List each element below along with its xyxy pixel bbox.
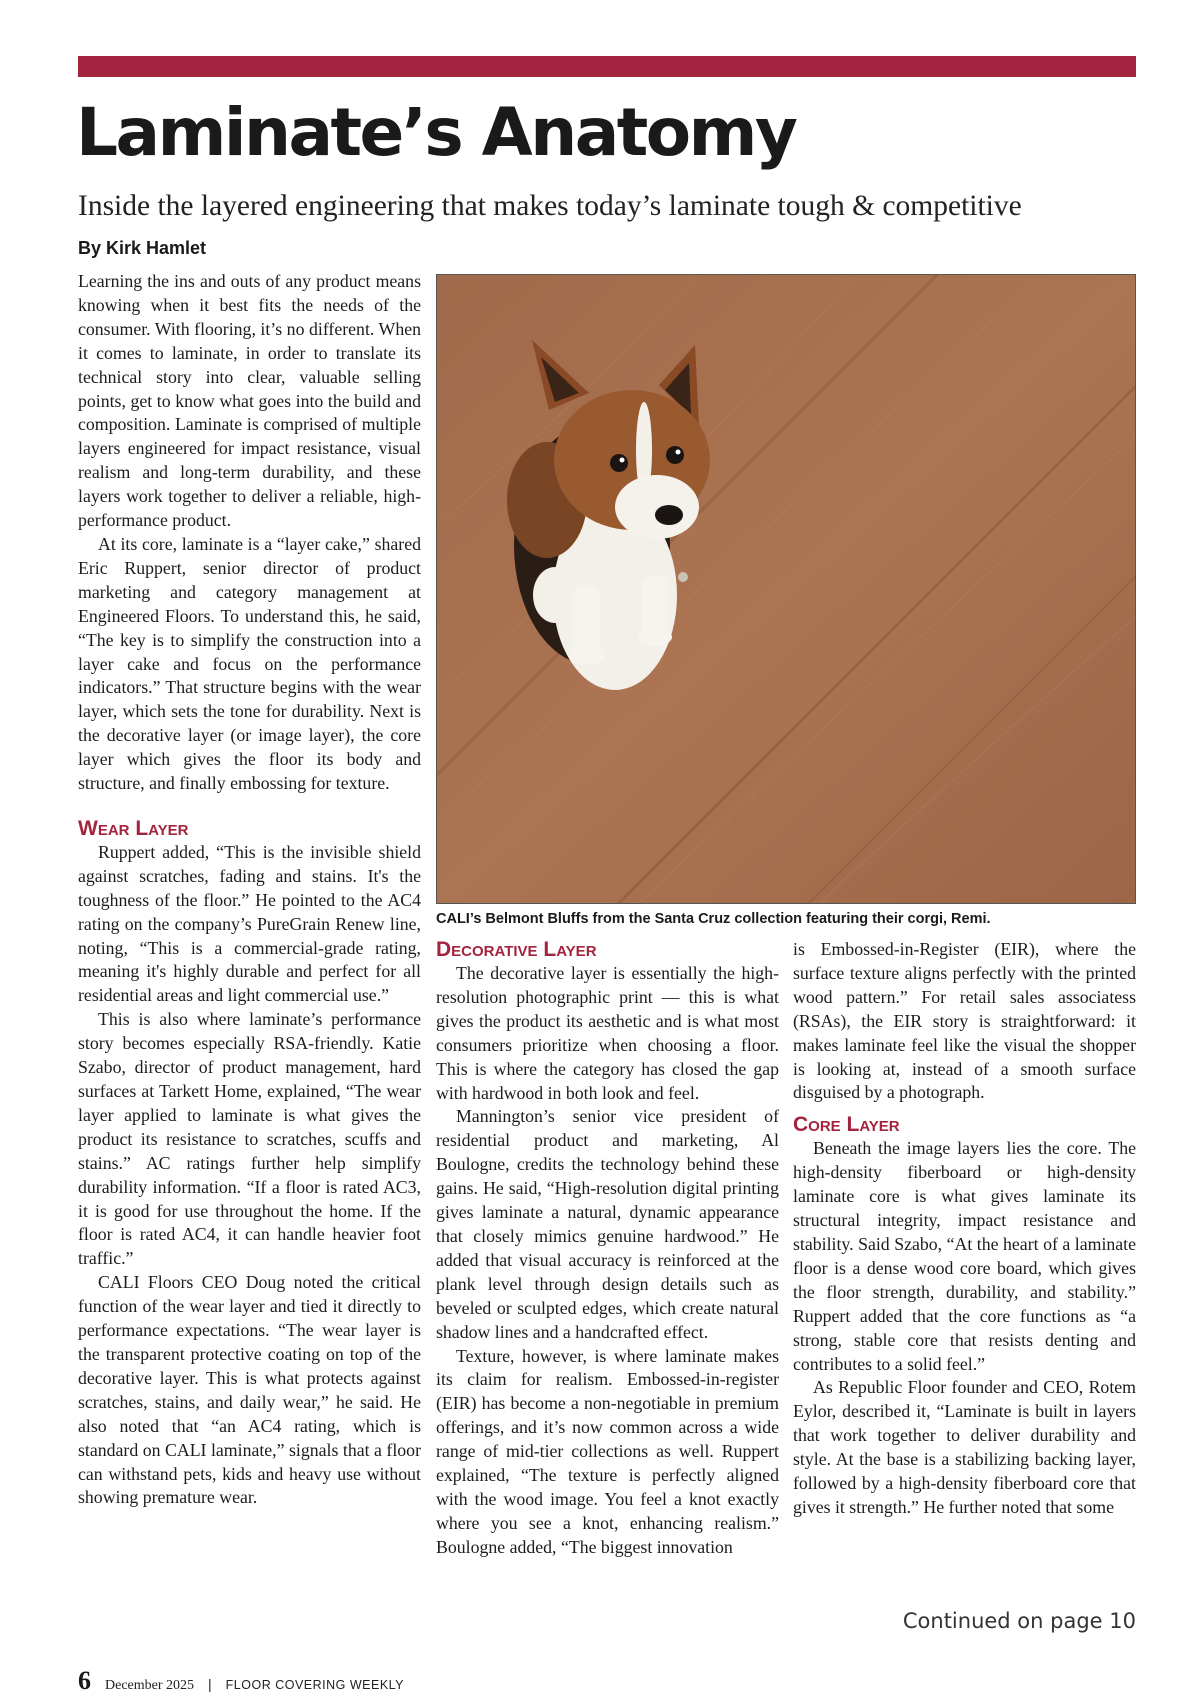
intro-paragraph-2: At its core, laminate is a “layer cake,” shared Eric Ruppert, senior director of product marketing and category management at Engineered Floors. To understand this, he said, “The key is to simplify the construction into a layer cake and focus on the performance indicators.” That structure begins with the wear layer, which sets the tone for durability. Next is the decorative layer (or image layer), the core layer which gives the floor its body and structure, and finally embossing for texture. <box>78 533 421 794</box>
photo-illustration <box>437 275 1136 904</box>
article-deck: Inside the layered engineering that makes today’s laminate tough & competitive <box>78 190 1022 222</box>
issue-date: December 2025 <box>105 1678 195 1693</box>
article-byline: By Kirk Hamlet <box>78 238 207 258</box>
wear-layer-heading: Wear Layer <box>78 816 189 840</box>
decorative-layer-paragraph-1: The decorative layer is essentially the high-resolution photographic print — this is what gives the product its aesthetic and is what most consumers prioritize when choosing a floor. This is where the category has closed the gap with hardwood in both look and feel. <box>436 963 779 1103</box>
decorative-continuation: is Embossed-in-Register (EIR), where the surface texture aligns perfectly with the printed wood pattern.” For retail sales associatess (RSAs), the EIR story is straightforward: it makes laminate feel like the visual the shopper is looking at, instead of a smooth surface disguised by a photograph. <box>793 939 1136 1103</box>
wear-layer-paragraph-2: This is also where laminate’s performance story becomes especially RSA-friendly. Katie Szabo, director of product management, hard surfaces at Tarkett Home, explained, “The wear layer applied to laminate is what gives the product its resistance to scratches, scuffs and stains.” AC ratings further help simplify durability information. “If a floor is rated AC3, it is good for use throughout the home. If the floor is rated AC4, it can handle heavier foot traffic.” <box>78 1009 421 1269</box>
top-accent-bar <box>78 56 1136 77</box>
core-layer-paragraph-2: As Republic Floor founder and CEO, Rotem Eylor, described it, “Laminate is built in layers that work together to deliver durability and style. At the base is a stabilizing backing layer, followed by a high-density fiberboard core that gives it strength.” He further noted that some <box>793 1377 1136 1517</box>
middle-column <box>436 938 779 1560</box>
page-number: 6 <box>78 1666 91 1695</box>
decorative-layer-paragraph-3: Texture, however, is where laminate makes its claim for realism. Embossed-in-register (EIR) has become a non-negotiable in premium offerings, and it’s now common across a wide range of mid-tier collections as well. Ruppert explained, “The texture is perfectly aligned with the wood image. You feel a knot exactly where you see a knot, enhancing realism.” Boulogne added, “The biggest innovation <box>436 1345 779 1557</box>
wear-layer-paragraph-1: Ruppert added, “This is the invisible shield against scratches, fading and stains. It's the toughness of the floor.” He pointed to the AC4 rating on the company’s PureGrain Renew line, noting, “This is a commercial-grade rating, meaning it's highly durable and perfect for all residential areas and light commercial use.” <box>78 841 421 1006</box>
photo-caption: CALI’s Belmont Bluffs from the Santa Cruz collection featuring their corgi, Remi. <box>436 911 991 927</box>
article-headline: Laminate’s Anatomy <box>76 94 796 171</box>
core-layer-heading: Core Layer <box>793 1113 900 1137</box>
decorative-layer-heading: Decorative Layer <box>436 938 597 961</box>
intro-paragraph-1: Learning the ins and outs of any product means knowing when it best fits the needs of the consumer. With flooring, it’s no different. When it comes to laminate, in order to translate its technical story into clear, valuable selling points, get to know what goes into the build and composition. Laminate is comprised of multiple layers engineered for impact resistance, visual realism and long-term durability, and these layers work together to deliver a reliable, high-performance product. <box>78 271 421 531</box>
footer-separator: | <box>208 1676 212 1692</box>
continued-notice: Continued on page 10 <box>902 1609 1136 1633</box>
corgi-floor-photo <box>436 274 1136 904</box>
decorative-layer-paragraph-2: Mannington’s senior vice president of residential product and marketing, Al Boulogne, credits the technology behind these gains. He said, “High-resolution digital printing gives laminate a natural, dynamic appearance that closely mimics genuine hardwood.” He added that visual accuracy is reinforced at the plank level through design details such as beveled or sculpted edges, which create natural shadow lines and a handcrafted effect. <box>436 1106 779 1342</box>
page-footer <box>78 1666 404 1696</box>
left-column <box>78 270 421 1510</box>
core-layer-paragraph-1: Beneath the image layers lies the core. The high-density fiberboard or high-density laminate core is what gives laminate its structural integrity, impact resistance and stability. Said Szabo, “At the heart of a laminate floor is a dense wood core board, which gives the floor strength, durability, and stability.” Ruppert added that the core functions as “a strong, stable core that resists denting and contributes to a solid feel.” <box>793 1138 1136 1374</box>
publication-name: FLOOR COVERING WEEKLY <box>225 1678 405 1692</box>
right-column <box>793 938 1136 1520</box>
wear-layer-paragraph-3: CALI Floors CEO Doug noted the critical function of the wear layer and tied it directly to performance expectations. “The wear layer is the transparent protective coating on top of the decorative layer. This is what protects against scratches, stains, and daily wear,” he said. He also noted that “an AC4 rating, which is standard on CALI laminate,” signals that a floor can withstand pets, kids and heavy use without showing premature wear. <box>78 1272 421 1508</box>
